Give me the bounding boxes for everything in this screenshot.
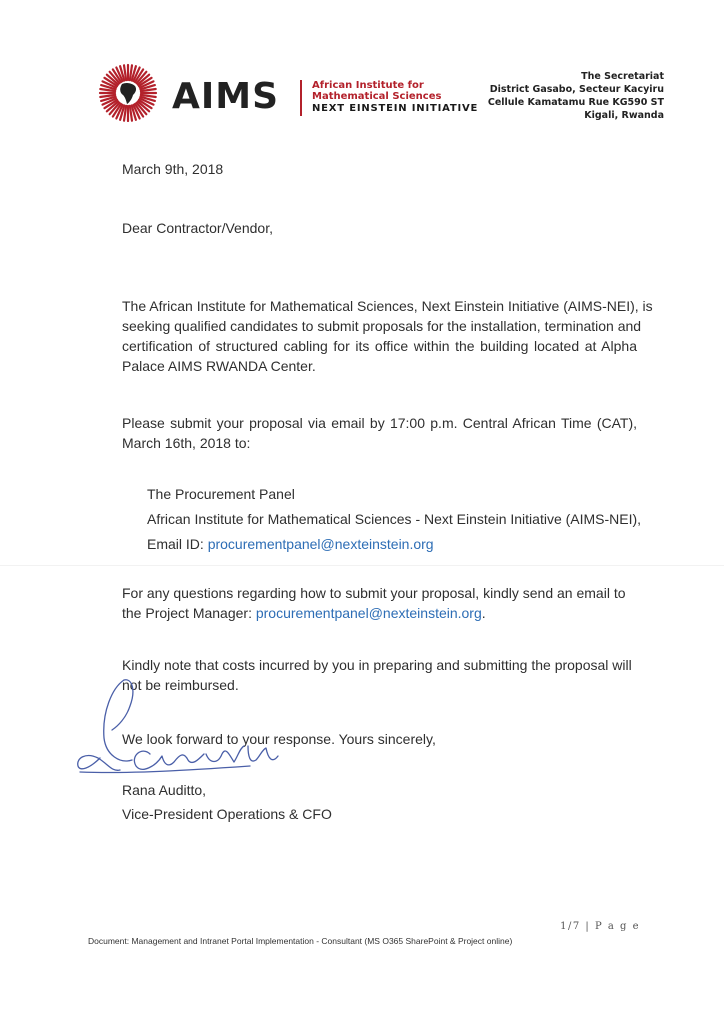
period: . xyxy=(481,605,486,621)
address-line: District Gasabo, Secteur Kacyiru xyxy=(489,84,664,95)
paragraph-line: certification of structured cabling for its office within the building located at Alpha xyxy=(122,338,637,354)
project-manager-email-link[interactable]: procurementpanel@nexteinstein.org xyxy=(255,605,482,621)
email-label: Email ID: xyxy=(147,536,208,552)
address-line: Kigali, Rwanda xyxy=(584,110,664,121)
footer-document-title: Document: Management and Intranet Portal Implementation - Consultant (MS O365 SharePoint & Project online) xyxy=(88,936,513,946)
signer-title: Vice-President Operations & CFO xyxy=(122,806,332,822)
paragraph-line: seeking qualified candidates to submit proposals for the installation, termination and xyxy=(122,318,642,334)
paragraph-line: The African Institute for Mathematical Sciences, Next Einstein Initiative (AIMS-NEI), is xyxy=(122,298,653,314)
logo-divider xyxy=(300,80,302,116)
paragraph-questions-line2 xyxy=(122,605,486,621)
letter-salutation: Dear Contractor/Vendor, xyxy=(122,220,273,236)
aims-starburst-logo-icon xyxy=(98,62,158,122)
paragraph-line: March 16th, 2018 to: xyxy=(122,435,251,451)
project-manager-label: the Project Manager: xyxy=(122,605,256,621)
paragraph-costs-line1: Kindly note that costs incurred by you in preparing and submitting the proposal will xyxy=(122,657,632,673)
logo-subtitle-line1: African Institute for xyxy=(312,80,424,91)
letter-closing: We look forward to your response. Yours sincerely, xyxy=(122,731,436,747)
recipient-email-link[interactable]: procurementpanel@nexteinstein.org xyxy=(207,536,434,552)
logo-subtitle-line2: Mathematical Sciences xyxy=(312,91,442,102)
page-number: 1/7 | P a g e xyxy=(560,921,640,932)
address-line: The Secretariat xyxy=(581,71,664,82)
paragraph-costs-line2: not be reimbursed. xyxy=(122,677,239,693)
address-line: Cellule Kamatamu Rue KG590 ST xyxy=(487,97,664,108)
africa-silhouette-icon xyxy=(120,83,136,104)
scan-fold-line xyxy=(0,565,724,566)
signer-name: Rana Auditto, xyxy=(122,782,207,798)
paragraph-deadline xyxy=(122,413,637,453)
logo-wordmark: AIMS xyxy=(172,76,280,117)
letter-date: March 9th, 2018 xyxy=(122,161,224,177)
paragraph-line: Palace AIMS RWANDA Center. xyxy=(122,358,316,374)
recipient-name: The Procurement Panel xyxy=(147,486,295,502)
paragraph-line: Please submit your proposal via email by 17:00 p.m. Central African Time (CAT), xyxy=(122,415,637,431)
paragraph-intro xyxy=(122,296,653,376)
paragraph-questions-line1: For any questions regarding how to submit your proposal, kindly send an email to xyxy=(122,585,626,601)
logo-subtitle-line3: NEXT EINSTEIN INITIATIVE xyxy=(312,103,479,114)
recipient-org: African Institute for Mathematical Sciences - Next Einstein Initiative (AIMS-NEI), xyxy=(147,511,642,527)
recipient-email-row xyxy=(147,536,434,552)
handwritten-signature xyxy=(72,660,302,790)
